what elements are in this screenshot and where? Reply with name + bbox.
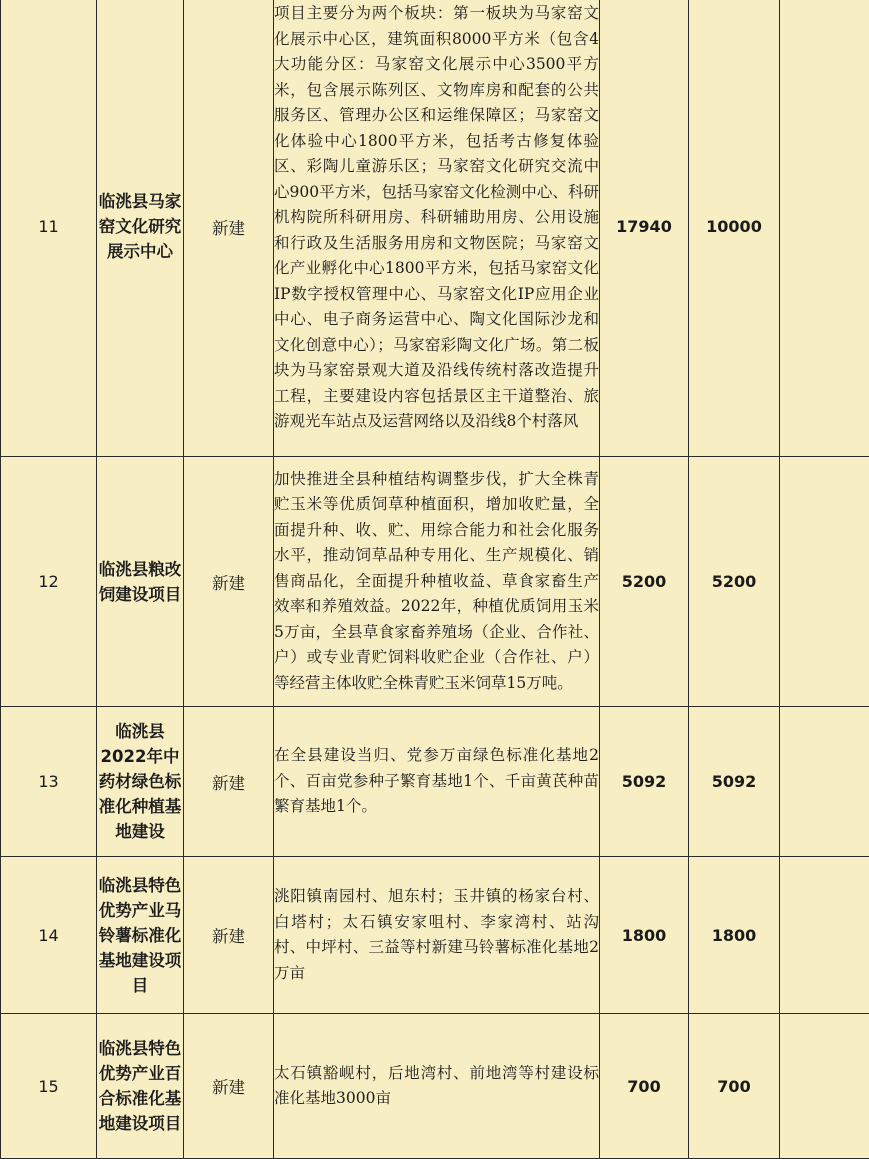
total-investment: 1800 [600, 857, 689, 1014]
planned-investment: 700 [689, 1014, 780, 1159]
project-name: 临洮县粮改饲建设项目 [97, 457, 184, 707]
total-investment: 700 [600, 1014, 689, 1159]
construction-type: 新建 [184, 857, 274, 1014]
planned-investment: 5200 [689, 457, 780, 707]
project-name: 临洮县马家窑文化研究展示中心 [97, 0, 184, 457]
project-name: 临洮县特色优势产业百合标准化基地建设项目 [97, 1014, 184, 1159]
table-body [1, 0, 869, 1159]
project-name: 临洮县2022年中药材绿色标准化种植基地建设 [97, 707, 184, 857]
construction-type: 新建 [184, 457, 274, 707]
project-name: 临洮县特色优势产业马铃薯标准化基地建设项目 [97, 857, 184, 1014]
row-number: 11 [1, 0, 97, 457]
remarks [780, 0, 869, 457]
total-investment: 5200 [600, 457, 689, 707]
table-row [1, 457, 869, 707]
total-investment: 5092 [600, 707, 689, 857]
total-investment: 17940 [600, 0, 689, 457]
remarks [780, 457, 869, 707]
row-number: 13 [1, 707, 97, 857]
remarks [780, 857, 869, 1014]
planned-investment: 5092 [689, 707, 780, 857]
table-row [1, 1014, 869, 1159]
construction-type: 新建 [184, 1014, 274, 1159]
construction-type: 新建 [184, 707, 274, 857]
construction-content: 洮阳镇南园村、旭东村；玉井镇的杨家台村、白塔村；太石镇安家咀村、李家湾村、站沟村、中坪村、三益等村新建马铃薯标准化基地2万亩 [274, 857, 600, 1014]
row-number: 14 [1, 857, 97, 1014]
construction-content: 在全县建设当归、党参万亩绿色标准化基地2个、百亩党参种子繁育基地1个、千亩黄芪种苗繁育基地1个。 [274, 707, 600, 857]
table-row [1, 0, 869, 457]
construction-content: 加快推进全县种植结构调整步伐，扩大全株青贮玉米等优质饲草种植面积，增加收贮量，全面提升种、收、贮、用综合能力和社会化服务水平，推动饲草品种专用化、生产规模化、销售商品化，全面提升种植收益、草食家畜生产效率和养殖效益。2022年，种植优质饲用玉米5万亩，全县草食家畜养殖场（企业、合作社、户）或专业青贮饲料收贮企业（合作社、户）等经营主体收贮全株青贮玉米饲草15万吨。 [274, 457, 600, 707]
table-row [1, 707, 869, 857]
planned-investment: 10000 [689, 0, 780, 457]
construction-content [274, 0, 600, 457]
construction-type: 新建 [184, 0, 274, 457]
planned-investment: 1800 [689, 857, 780, 1014]
table-row [1, 857, 869, 1014]
remarks [780, 707, 869, 857]
row-number: 12 [1, 457, 97, 707]
content-text: 项目主要分为两个板块：第一板块为马家窑文化展示中心区，建筑面积8000平方米（包含4大功能分区：马家窑文化展示中心3500平方米，包含展示陈列区、文物库房和配套的公共服务区、管理办公区和运维保障区；马家窑文化体验中心1800平方米，包括考古修复体验区、彩陶儿童游乐区；马家窑文化研究交流中心900平方米，包括马家窑文化检测中心、科研机构院所科研用房、科研辅助用房、公用设施和行政及生活服务用房和文物医院；马家窑文化产业孵化中心1800平方米，包括马家窑文化IP数字授权管理中心、马家窑文化IP应用企业中心、电子商务运营中心、陶文化国际沙龙和文化创意中心）；马家窑彩陶文化广场。第二板块为马家窑景观大道及沿线传统村落改造提升工程，主要建设内容包括景区主干道整治、旅游观光车站点及运营网络以及沿线8个村落风 [274, 1, 599, 453]
row-number: 15 [1, 1014, 97, 1159]
construction-content: 太石镇豁岘村，后地湾村、前地湾等村建设标准化基地3000亩 [274, 1014, 600, 1159]
remarks [780, 1014, 869, 1159]
